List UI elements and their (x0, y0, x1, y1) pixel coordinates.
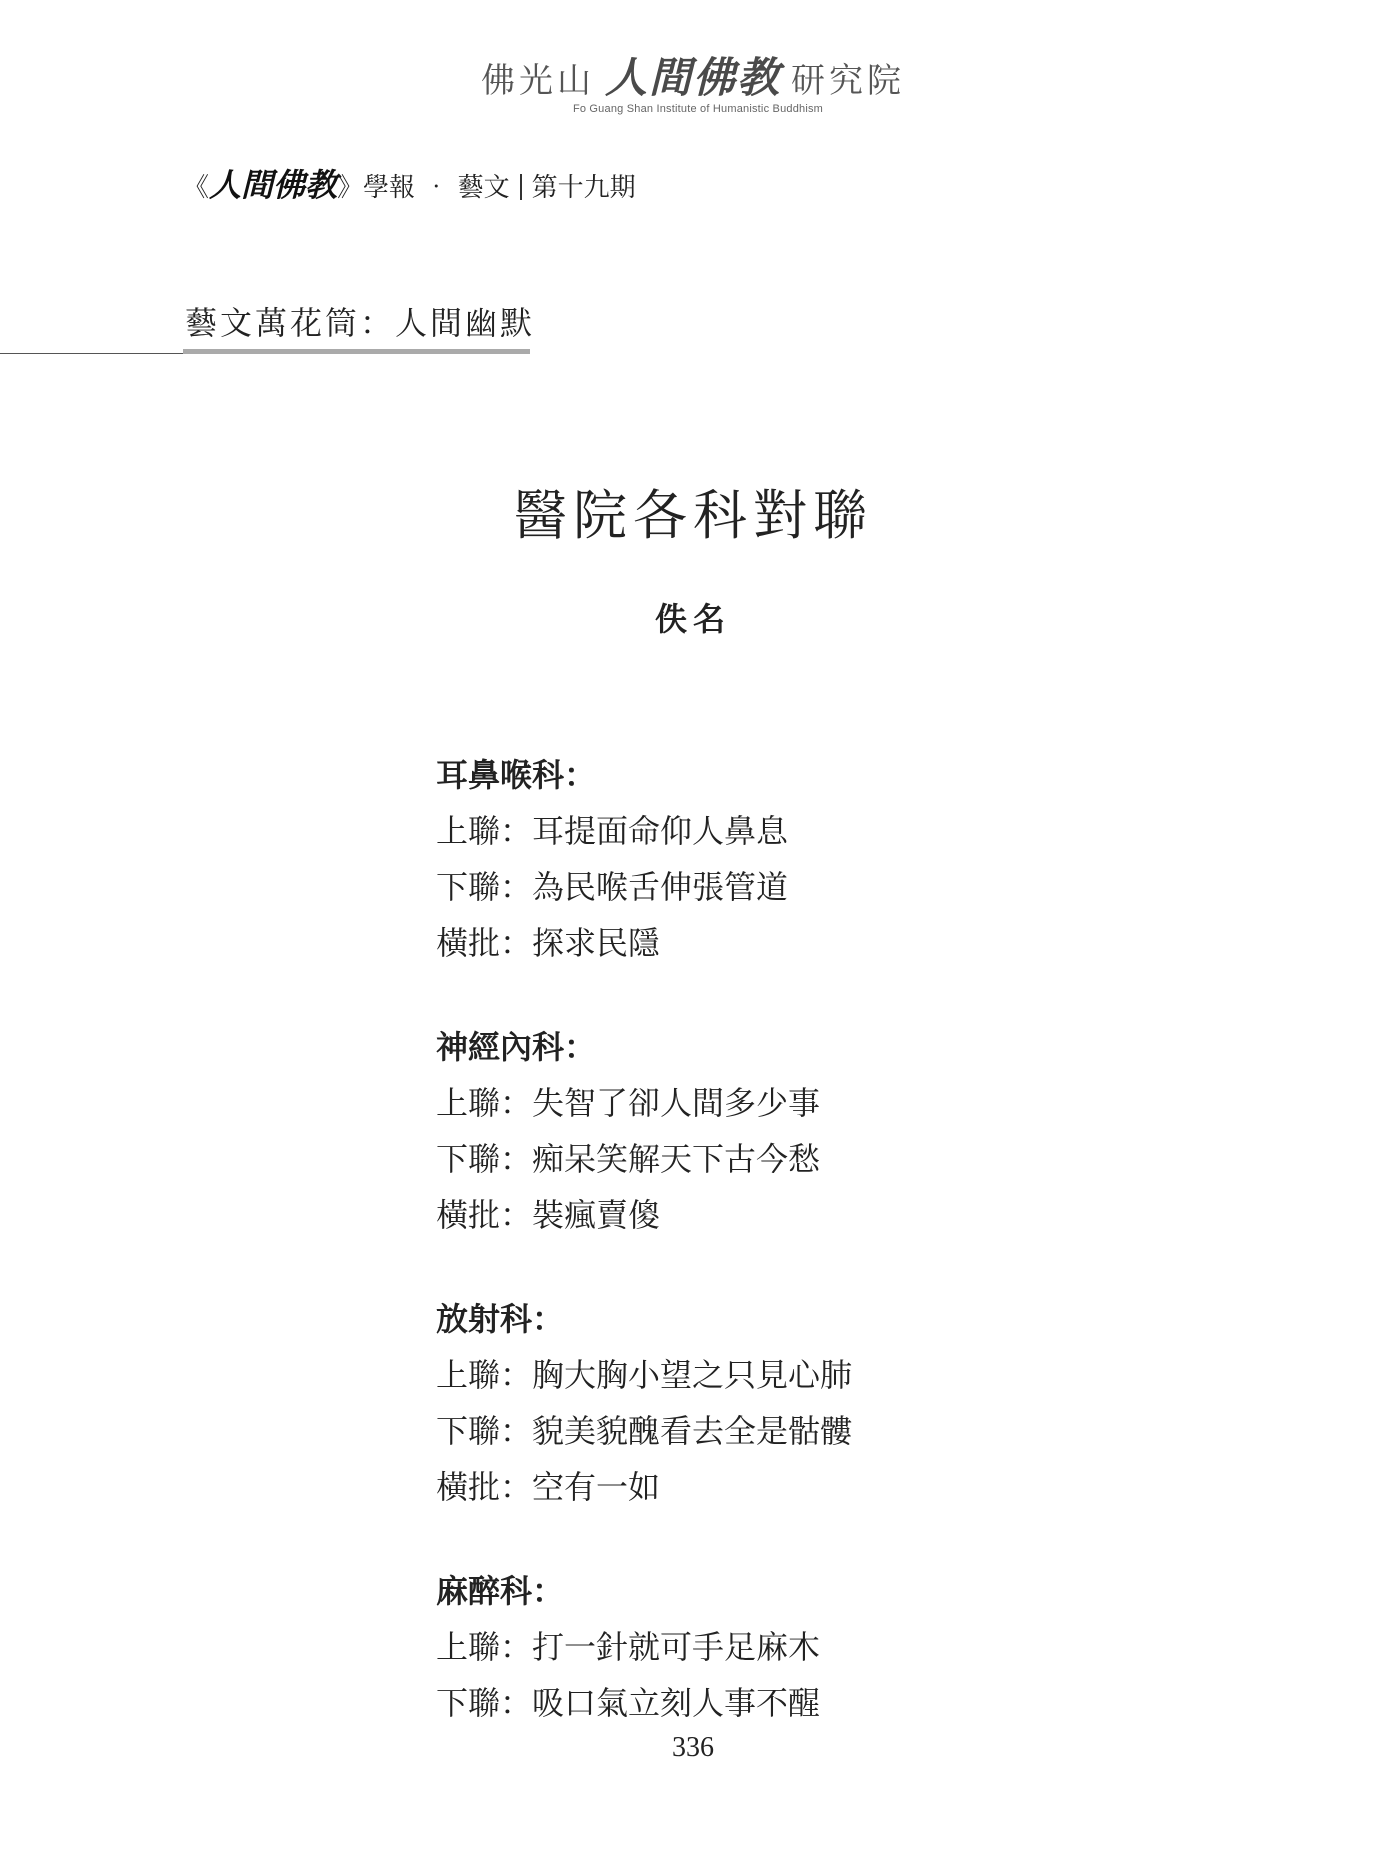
journal-open-bracket: 《 (183, 173, 210, 203)
couplet-line: 下聯：為民喉舌伸張管道 (436, 868, 789, 906)
couplet-line: 上聯：失智了卻人間多少事 (436, 1084, 821, 1122)
institute-english-name: Fo Guang Shan Institute of Humanistic Buddhism (572, 103, 824, 115)
couplet-line: 橫批：裝瘋賣傻 (436, 1196, 661, 1234)
department-heading: 神經內科： (436, 1028, 597, 1066)
couplet-group (436, 1019, 1136, 1243)
couplet-line: 上聯：胸大胸小望之只見心肺 (436, 1356, 853, 1394)
journal-name-calligraphy: 人間佛教 (209, 166, 338, 204)
journal-section: 學報 ‧ 藝文 (363, 173, 510, 203)
couplet-group (436, 1291, 1136, 1515)
article-title: 醫院各科對聯 (513, 484, 873, 547)
couplet-line: 下聯：吸口氣立刻人事不醒 (436, 1684, 821, 1722)
couplet-line: 下聯：痴呆笑解天下古今愁 (436, 1140, 821, 1178)
article-author: 佚名 (654, 600, 731, 638)
institute-suffix: 研究院 (791, 61, 905, 101)
couplet-line: 橫批：探求民隱 (436, 924, 661, 962)
calligraphy-logo: 人間佛教 (604, 53, 781, 102)
section-title: 藝文萬花筒：人間幽默 (185, 304, 536, 342)
header-divider (520, 174, 522, 200)
couplet-line: 橫批：空有一如 (436, 1468, 661, 1506)
journal-header (183, 160, 636, 206)
couplet-line: 上聯：打一針就可手足麻木 (436, 1628, 821, 1666)
department-heading: 耳鼻喉科： (436, 756, 597, 794)
institute-prefix: 佛光山 (480, 61, 595, 101)
couplet-group (436, 747, 1136, 971)
department-heading: 麻醉科： (436, 1572, 565, 1610)
institute-masthead (0, 53, 1386, 115)
institute-name (0, 53, 1386, 102)
department-heading: 放射科： (436, 1300, 565, 1338)
section-underline (183, 349, 530, 354)
page-number: 336 (672, 1732, 714, 1763)
article-body (436, 747, 1136, 1779)
journal-issue: 第十九期 (531, 173, 636, 203)
couplet-line: 上聯：耳提面命仰人鼻息 (436, 812, 789, 850)
journal-close-bracket: 》 (337, 173, 364, 203)
couplet-group (436, 1563, 1136, 1731)
couplet-line: 下聯：貌美貌醜看去全是骷髏 (436, 1412, 853, 1450)
